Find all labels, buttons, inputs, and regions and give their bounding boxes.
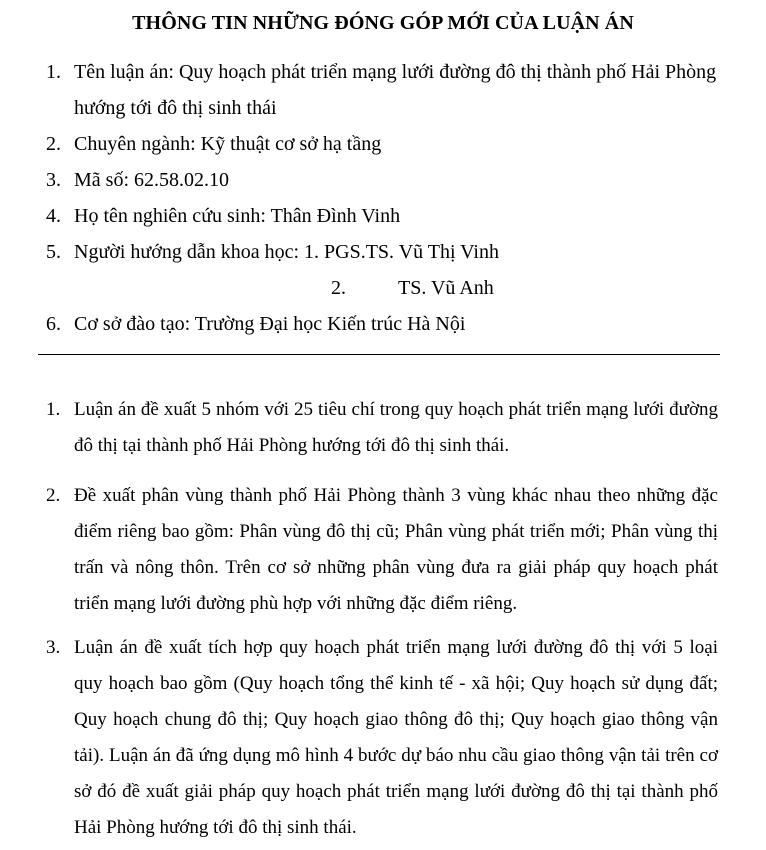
info-item-number: 5.: [46, 241, 61, 263]
contribution-item-2: [46, 478, 718, 622]
contribution-text: Đề xuất phân vùng thành phố Hải Phòng thành 3 vùng khác nhau theo những đặc điểm riêng bao gồm: Phân vùng đô thị cũ; Phân vùng phát triển mới; Phân vùng thị trấn và nông thôn. Trên cơ sở những phân vùng đưa ra giải pháp quy hoạch phát triển mạng lưới đường phù hợp với những đặc điểm riêng.: [74, 485, 718, 614]
info-item-major: [46, 126, 724, 162]
contribution-number: 1.: [46, 399, 61, 420]
info-item-researcher: [46, 198, 724, 234]
info-item-text: Cơ sở đào tạo: Trường Đại học Kiến trúc Hà Nội: [74, 313, 466, 335]
advisor-2-name: TS. Vũ Anh: [398, 277, 494, 299]
info-item-text: Tên luận án: Quy hoạch phát triển mạng lưới đường đô thị thành phố Hải Phòng hướng tới đô thị sinh thái: [74, 61, 717, 119]
info-item-text: Họ tên nghiên cứu sinh: Thân Đình Vinh: [74, 205, 401, 227]
info-item-institution: [46, 306, 724, 342]
info-item-number: 1.: [46, 61, 61, 83]
contribution-text: Luận án đề xuất 5 nhóm với 25 tiêu chí trong quy hoạch phát triển mạng lưới đường đô thị tại thành phố Hải Phòng hướng tới đô thị sinh thái.: [74, 399, 718, 456]
section-divider: [38, 354, 720, 355]
info-item-number: 2.: [46, 133, 61, 155]
info-item-code: [46, 162, 724, 198]
info-item-thesis-title: [46, 54, 724, 126]
advisor-2-number: 2.: [331, 277, 346, 299]
contribution-item-1: [46, 392, 718, 464]
info-item-number: 6.: [46, 313, 61, 335]
contribution-number: 3.: [46, 637, 61, 658]
info-item-advisor: [46, 234, 724, 270]
document-title: THÔNG TIN NHỮNG ĐÓNG GÓP MỚI CỦA LUẬN ÁN: [132, 12, 634, 34]
info-item-number: 4.: [46, 205, 61, 227]
info-item-text: Người hướng dẫn khoa học: 1. PGS.TS. Vũ Thị Vinh: [74, 241, 499, 263]
info-item-text: Mã số: 62.58.02.10: [74, 169, 229, 191]
contribution-item-3: [46, 630, 718, 846]
info-item-text: Chuyên ngành: Kỹ thuật cơ sở hạ tầng: [74, 133, 382, 155]
info-item-number: 3.: [46, 169, 61, 191]
contribution-number: 2.: [46, 485, 61, 506]
contribution-text: Luận án đề xuất tích hợp quy hoạch phát triển mạng lưới đường đô thị với 5 loại quy hoạch bao gồm (Quy hoạch tổng thể kinh tế - xã hội; Quy hoạch sử dụng đất; Quy hoạch chung đô thị; Quy hoạch giao thông đô thị; Quy hoạch giao thông vận tải). Luận án đã ứng dụng mô hình 4 bước dự báo nhu cầu giao thông vận tải trên cơ sở đó đề xuất giải pháp quy hoạch phát triển mạng lưới đường đô thị tại thành phố Hải Phòng hướng tới đô thị sinh thái.: [74, 637, 718, 838]
